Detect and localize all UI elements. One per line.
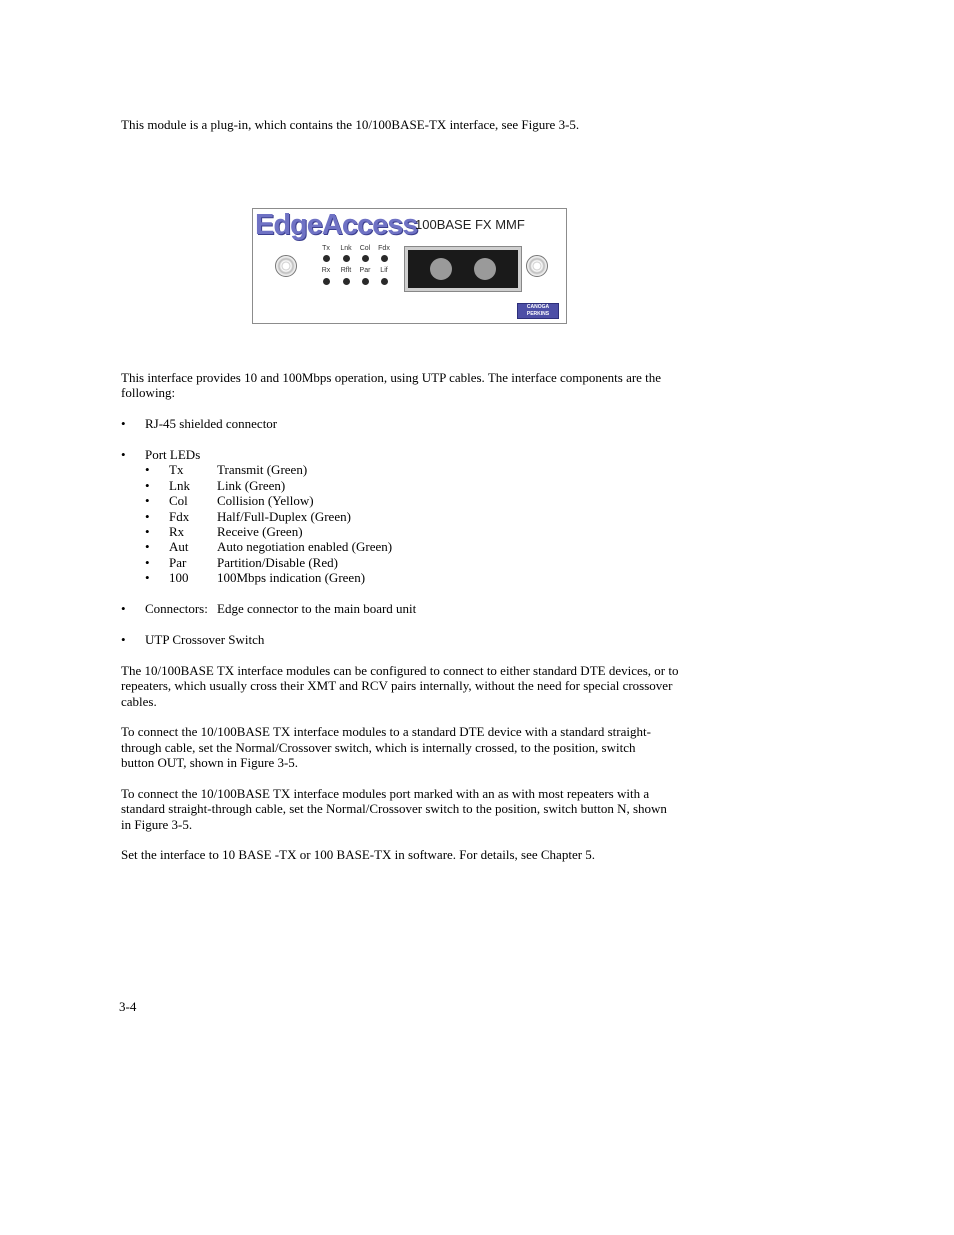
bullet-icon: • <box>145 478 150 493</box>
config-paragraph-line: repeaters, which usually cross their XMT and RCV pairs internally, without the need for special crossover <box>121 678 673 693</box>
fiber-port <box>405 247 521 291</box>
intro-text: This module is a plug-in, which contains the 10/100BASE-TX interface, see Figure 3-5. <box>121 117 580 132</box>
bullet-icon: • <box>145 462 150 477</box>
interface-paragraph-line-2: following: <box>121 385 176 400</box>
module-front-panel-figure <box>252 208 567 324</box>
led-description: Auto negotiation enabled (Green) <box>217 539 393 554</box>
software-paragraph: Set the interface to 10 BASE -TX or 100 BASE-TX in software. For details, see Chapter 5. <box>121 847 596 862</box>
led-code: 100 <box>169 570 189 585</box>
led-indicator <box>323 278 330 285</box>
repeater-paragraph-line: standard straight-through cable, set the Normal/Crossover switch to the position, switch button N, shown <box>121 801 667 816</box>
page-number: 3-4 <box>119 999 137 1014</box>
bullet-icon: • <box>145 570 150 585</box>
list-item-connectors-desc: Edge connector to the main board unit <box>217 601 417 616</box>
repeater-paragraph-line: To connect the 10/100BASE TX interface modules port marked with an as with most repeaters with a <box>121 786 650 801</box>
canoga-perkins-logo: CANOGA PERKINS <box>517 303 559 319</box>
dte-paragraph-line: To connect the 10/100BASE TX interface modules to a standard DTE device with a standard straight- <box>121 724 651 739</box>
led-description: Partition/Disable (Red) <box>217 555 338 570</box>
led-indicator <box>323 255 330 262</box>
bullet-icon: • <box>145 539 150 554</box>
repeater-paragraph-line: in Figure 3-5. <box>121 817 193 832</box>
led-description: Half/Full-Duplex (Green) <box>217 509 351 524</box>
list-item-port-leds: Port LEDs <box>145 447 201 462</box>
led-code: Fdx <box>169 509 190 524</box>
model-label: 100BASE FX MMF <box>415 217 525 232</box>
interface-paragraph-line-1: This interface provides 10 and 100Mbps operation, using UTP cables. The interface components are the <box>121 370 662 385</box>
led-description: 100Mbps indication (Green) <box>217 570 366 585</box>
bullet-icon: • <box>145 555 150 570</box>
right-screw-icon <box>526 255 548 277</box>
led-indicator <box>343 278 350 285</box>
led-label-fdx: Fdx <box>378 245 390 252</box>
list-item-rj45: RJ-45 shielded connector <box>145 416 278 431</box>
led-label-rflt: Rflt <box>340 267 352 274</box>
list-item-connectors-label: Connectors: <box>145 601 208 616</box>
led-description: Link (Green) <box>217 478 286 493</box>
led-label-par: Par <box>359 267 371 274</box>
list-item-crossover-switch: UTP Crossover Switch <box>145 632 265 647</box>
port-hole-icon <box>430 258 452 280</box>
bullet-icon: • <box>121 447 126 462</box>
bullet-icon: • <box>145 493 150 508</box>
dte-paragraph-line: through cable, set the Normal/Crossover switch, which is internally crossed, to the position, switch <box>121 740 636 755</box>
led-label-tx: Tx <box>322 245 330 252</box>
led-code: Col <box>169 493 188 508</box>
left-screw-icon <box>275 255 297 277</box>
bullet-icon: • <box>121 632 126 647</box>
bullet-icon: • <box>145 524 150 539</box>
bullet-icon: • <box>145 509 150 524</box>
bullet-icon: • <box>121 416 126 431</box>
led-indicator <box>381 255 388 262</box>
led-indicator <box>362 278 369 285</box>
config-paragraph-line: The 10/100BASE TX interface modules can be configured to connect to either standard DTE devices, or to <box>121 663 679 678</box>
led-description: Transmit (Green) <box>217 462 308 477</box>
led-indicator <box>381 278 388 285</box>
edgeaccess-brand-logo: EdgeAccess <box>255 209 418 241</box>
led-code: Rx <box>169 524 185 539</box>
dte-paragraph-line: button OUT, shown in Figure 3-5. <box>121 755 299 770</box>
led-indicator <box>343 255 350 262</box>
led-description: Receive (Green) <box>217 524 303 539</box>
led-description: Collision (Yellow) <box>217 493 314 508</box>
port-hole-icon <box>474 258 496 280</box>
led-label-lif: Lif <box>380 267 388 274</box>
led-code: Par <box>169 555 187 570</box>
led-code: Aut <box>169 539 189 554</box>
bullet-icon: • <box>121 601 126 616</box>
led-indicator <box>362 255 369 262</box>
led-code: Lnk <box>169 478 190 493</box>
led-label-lnk: Lnk <box>340 245 352 252</box>
led-code: Tx <box>169 462 184 477</box>
led-label-col: Col <box>359 245 371 252</box>
led-label-rx: Rx <box>321 267 331 274</box>
config-paragraph-line: cables. <box>121 694 157 709</box>
